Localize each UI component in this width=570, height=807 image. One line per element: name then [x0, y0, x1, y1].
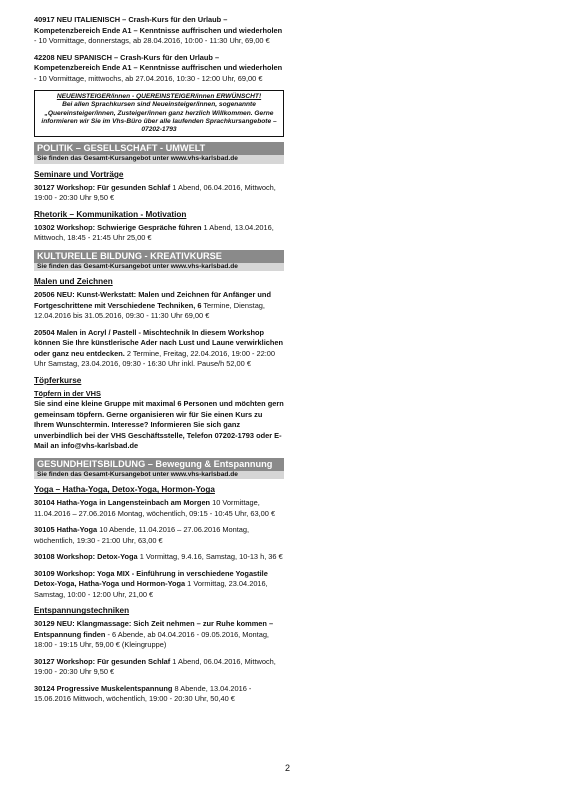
course-code: 30124	[34, 683, 55, 693]
course-entry	[34, 53, 284, 85]
course-details: - 10 Vormittage, donnerstags, ab 28.04.2016, 10:00 - 11:30 Uhr, 69,00 €	[34, 36, 270, 45]
notice-body: Bei allen Sprachkursen sind Neueinsteiger/innen, sogenannte „Quereinsteiger/innen, Zusteiger/innen ganz herzlich Willkommen. Gerne informieren wir Sie im Vhs-Büro über alle laufenden Sprachkursangebote – 07202-1793	[41, 101, 277, 134]
course-title: Workshop: Für gesunden Schlaf	[56, 656, 171, 666]
category-heading: Entspannungstechniken	[34, 606, 130, 616]
course-title: Malen in Acryl / Pastell - Mischtechnik In diesem Workshop können Sie Ihre künstlerische Ader nach Lust und Laune verwirklichen oder ganz neu entdecken.	[34, 327, 284, 358]
section-title: KULTURELLE BILDUNG - KREATIVKURSE	[34, 250, 284, 263]
course-details: 8 Abende, 13.04.2016 - 15.06.2016 Mittwoch, wöchentlich, 19:00 - 20:30 Uhr, 50,40 €	[34, 683, 252, 704]
course-code: 30127	[34, 656, 55, 666]
course-entry	[34, 569, 284, 601]
section-subtitle: Sie finden das Gesamt-Kursangebot unter www.vhs-karlsbad.de	[34, 263, 284, 272]
course-code: 30127	[34, 182, 55, 192]
course-title: Workshop: Für gesunden Schlaf	[56, 182, 171, 192]
course-code: 30104	[34, 498, 55, 508]
section-subtitle: Sie finden das Gesamt-Kursangebot unter www.vhs-karlsbad.de	[34, 155, 284, 164]
course-code: 20504	[34, 327, 55, 337]
course-details: 1 Vormittag, 23.04.2016, Samstag, 10:00 - 12:00 Uhr, 21,00 €	[34, 579, 268, 599]
notice-heading: NEUEINSTEIGER/innen - QUEREINSTEIGER/innen ERWÜNSCHT!	[56, 93, 262, 100]
course-code: 30109	[34, 568, 55, 578]
course-title: Workshop: Yoga MIX - Einführung in verschiedene Yogastile Detox-Yoga, Hatha-Yoga und Hormon-Yoga	[34, 568, 268, 589]
course-entry	[34, 223, 284, 244]
course-entry	[34, 619, 284, 651]
course-entry	[34, 657, 284, 678]
section-title: GESUNDHEITSBILDUNG – Bewegung & Entspannung	[34, 458, 284, 471]
course-code: 42208 NEU	[34, 52, 73, 62]
course-code: 30108	[34, 552, 55, 562]
course-details: 1 Abend, 06.04.2016, Mittwoch, 19:00 - 20:30 Uhr 9,50 €	[34, 656, 276, 677]
course-details: 1 Abend, 13.04.2016, Mittwoch, 18:45 - 21:45 Uhr 25,00 €	[34, 222, 274, 243]
course-code: 30129	[34, 619, 55, 629]
course-title: Hatha-Yoga	[56, 525, 98, 535]
course-code: 20506	[34, 290, 55, 300]
section-politik	[34, 142, 284, 244]
course-details: - 10 Vormittage, mittwochs, ab 27.04.2016, 10:30 - 12:00 Uhr, 69,00 €	[34, 73, 263, 83]
course-code: 40917 NEU	[34, 15, 73, 24]
course-code: 10302	[34, 222, 55, 232]
category-heading: Töpferkurse	[34, 375, 82, 385]
course-details: 1 Vormittag, 9.4.16, Samstag, 10-13 h, 36 €	[139, 552, 283, 562]
category-heading: Yoga – Hatha-Yoga, Detox-Yoga, Hormon-Yoga	[34, 485, 215, 495]
course-title: ITALIENISCH – Crash-Kurs für den Urlaub – Kompetenzbereich Ende A1 – Kenntnisse auffrischen und wiederholen	[34, 15, 283, 35]
course-entry	[34, 498, 284, 519]
course-entry	[34, 290, 284, 322]
course-title: Hatha-Yoga in Langensteinbach am Morgen	[56, 498, 211, 508]
course-details: Sie sind eine kleine Gruppe mit maximal 6 Personen und möchten gern gemeinsam töpfern. Gerne organisieren wir für Sie einen Kurs zu Ihrem Wunschtermin. Interesse? Informieren Sie sich ganz unverbindlich bei der VHS Geschäftsstelle, Telefon 07202-1793 oder E-Mail an info@vhs-karlsbad.de	[34, 399, 284, 451]
course-details: 2 Termine, Freitag, 22.04.2016, 19:00 - 22:00 Uhr Samstag, 23.04.2016, 09:30 - 16:30 Uhr inkl. Pause/h 52,00 €	[34, 348, 276, 369]
course-details: 1 Abend, 06.04.2016, Mittwoch, 19:00 - 20:30 Uhr 9,50 €	[34, 182, 276, 203]
course-title: NEU: Klangmassage: Sich Zeit nehmen – zur Ruhe kommen – Entspannung finden	[34, 619, 274, 639]
course-details: Termine, Dienstag, 12.04.2016 bis 31.05.2016, 09:30 - 11:30 Uhr 69,00 €	[34, 300, 265, 321]
course-entry	[34, 552, 284, 563]
course-entry	[34, 15, 284, 47]
category-heading: Seminare und Vorträge	[34, 169, 124, 179]
section-gesundheit	[34, 458, 284, 705]
course-details: 10 Vormittage, 11.04.2016 – 27.06.2016 Montag, wöchentlich, 09:15 - 10:45 Uhr, 63,00 €	[34, 498, 276, 518]
newcomer-notice-box	[34, 90, 284, 137]
course-title: SPANISCH – Crash-Kurs für den Urlaub – Kompetenzbereich Ende A1 – Kenntnisse auffrischen und wiederholen	[34, 52, 283, 72]
category-heading: Malen und Zeichnen	[34, 277, 113, 287]
section-subtitle: Sie finden das Gesamt-Kursangebot unter www.vhs-karlsbad.de	[34, 471, 284, 480]
section-title: POLITIK – GESELLSCHAFT - UMWELT	[34, 142, 284, 155]
course-entry	[34, 183, 284, 204]
course-title: Progressive Muskelentspannung	[56, 683, 173, 693]
section-kultur	[34, 250, 284, 452]
course-entry	[34, 328, 284, 370]
course-details: 10 Abende, 11.04.2016 – 27.06.2016 Montag, wöchentlich, 19:30 - 21:00 Uhr, 63,00 €	[34, 525, 250, 545]
course-entry	[34, 525, 284, 546]
course-title: Töpfern in der VHS	[34, 388, 101, 398]
course-title: Workshop: Detox-Yoga	[56, 552, 138, 562]
course-title: Workshop: Schwierige Gespräche führen	[56, 222, 202, 232]
document-page	[34, 15, 284, 711]
course-code: 30105	[34, 525, 55, 535]
course-entry	[34, 684, 284, 705]
page-number: 2	[285, 763, 291, 773]
course-title: NEU: Kunst-Werkstatt: Malen und Zeichnen für Anfänger und Fortgeschrittene mit Verschiedene Techniken, 6	[34, 290, 271, 310]
course-entry	[34, 389, 284, 452]
course-details: - 6 Abende, ab 04.04.2016 - 09.05.2016, Montag, 18:00 - 19:15 Uhr, 59,00 € (Kleingruppe)	[34, 629, 269, 650]
category-heading: Rhetorik – Kommunikation - Motivation	[34, 209, 187, 219]
